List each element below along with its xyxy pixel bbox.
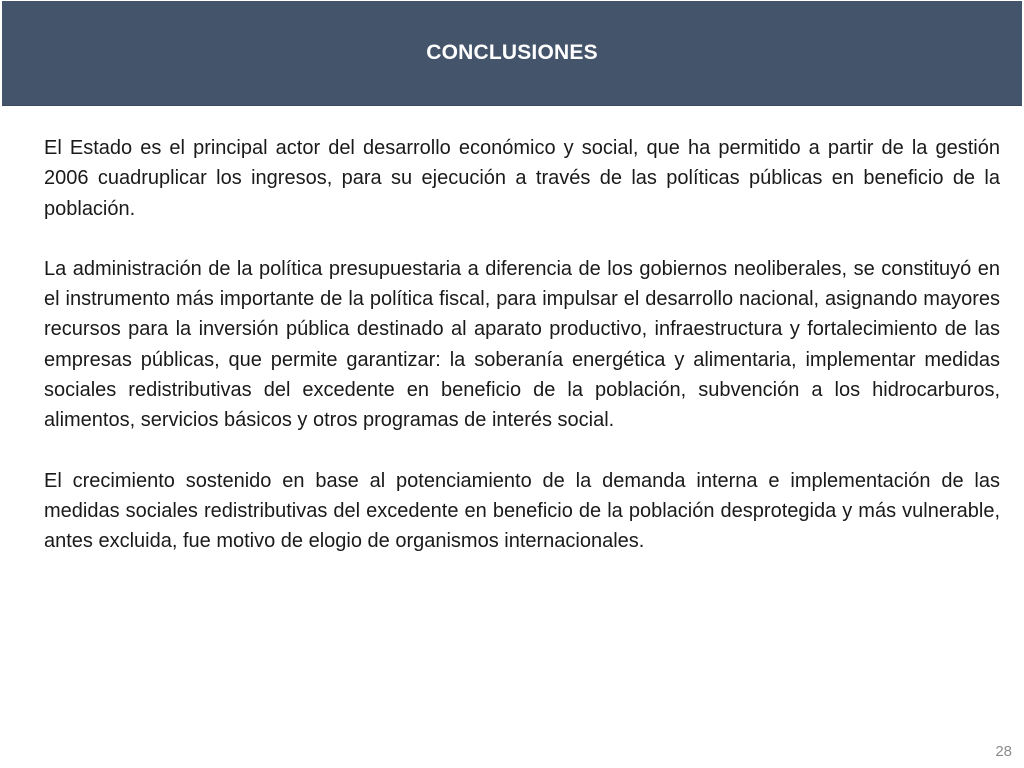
slide-body	[44, 133, 1000, 587]
header-band	[2, 1, 1022, 106]
page-number: 28	[995, 743, 1012, 760]
paragraph-1: El Estado es el principal actor del desarrollo económico y social, que ha permitido a partir de la gestión 2006 cuadruplicar los ingresos, para su ejecución a través de las políticas públicas en beneficio de la población.	[44, 137, 1000, 220]
slide-title: CONCLUSIONES	[426, 41, 598, 64]
paragraph-2: La administración de la política presupuestaria a diferencia de los gobiernos neoliberales, se constituyó en el instrumento más importante de la política fiscal, para impulsar el desarrollo nacional, asignando mayores recursos para la inversión pública destinado al aparato productivo, infraestructura y fortalecimiento de las empresas públicas, que permite garantizar: la soberanía energética y alimentaria, implementar medidas sociales redistributivas del excedente en beneficio de la población, subvención a los hidrocarburos, alimentos, servicios básicos y otros programas de interés social.	[44, 257, 1000, 432]
paragraph-3: El crecimiento sostenido en base al potenciamiento de la demanda interna e implementación de las medidas sociales redistributivas del excedente en beneficio de la población desprotegida y más vulnerable, antes excluida, fue motivo de elogio de organismos internacionales.	[44, 469, 1000, 553]
